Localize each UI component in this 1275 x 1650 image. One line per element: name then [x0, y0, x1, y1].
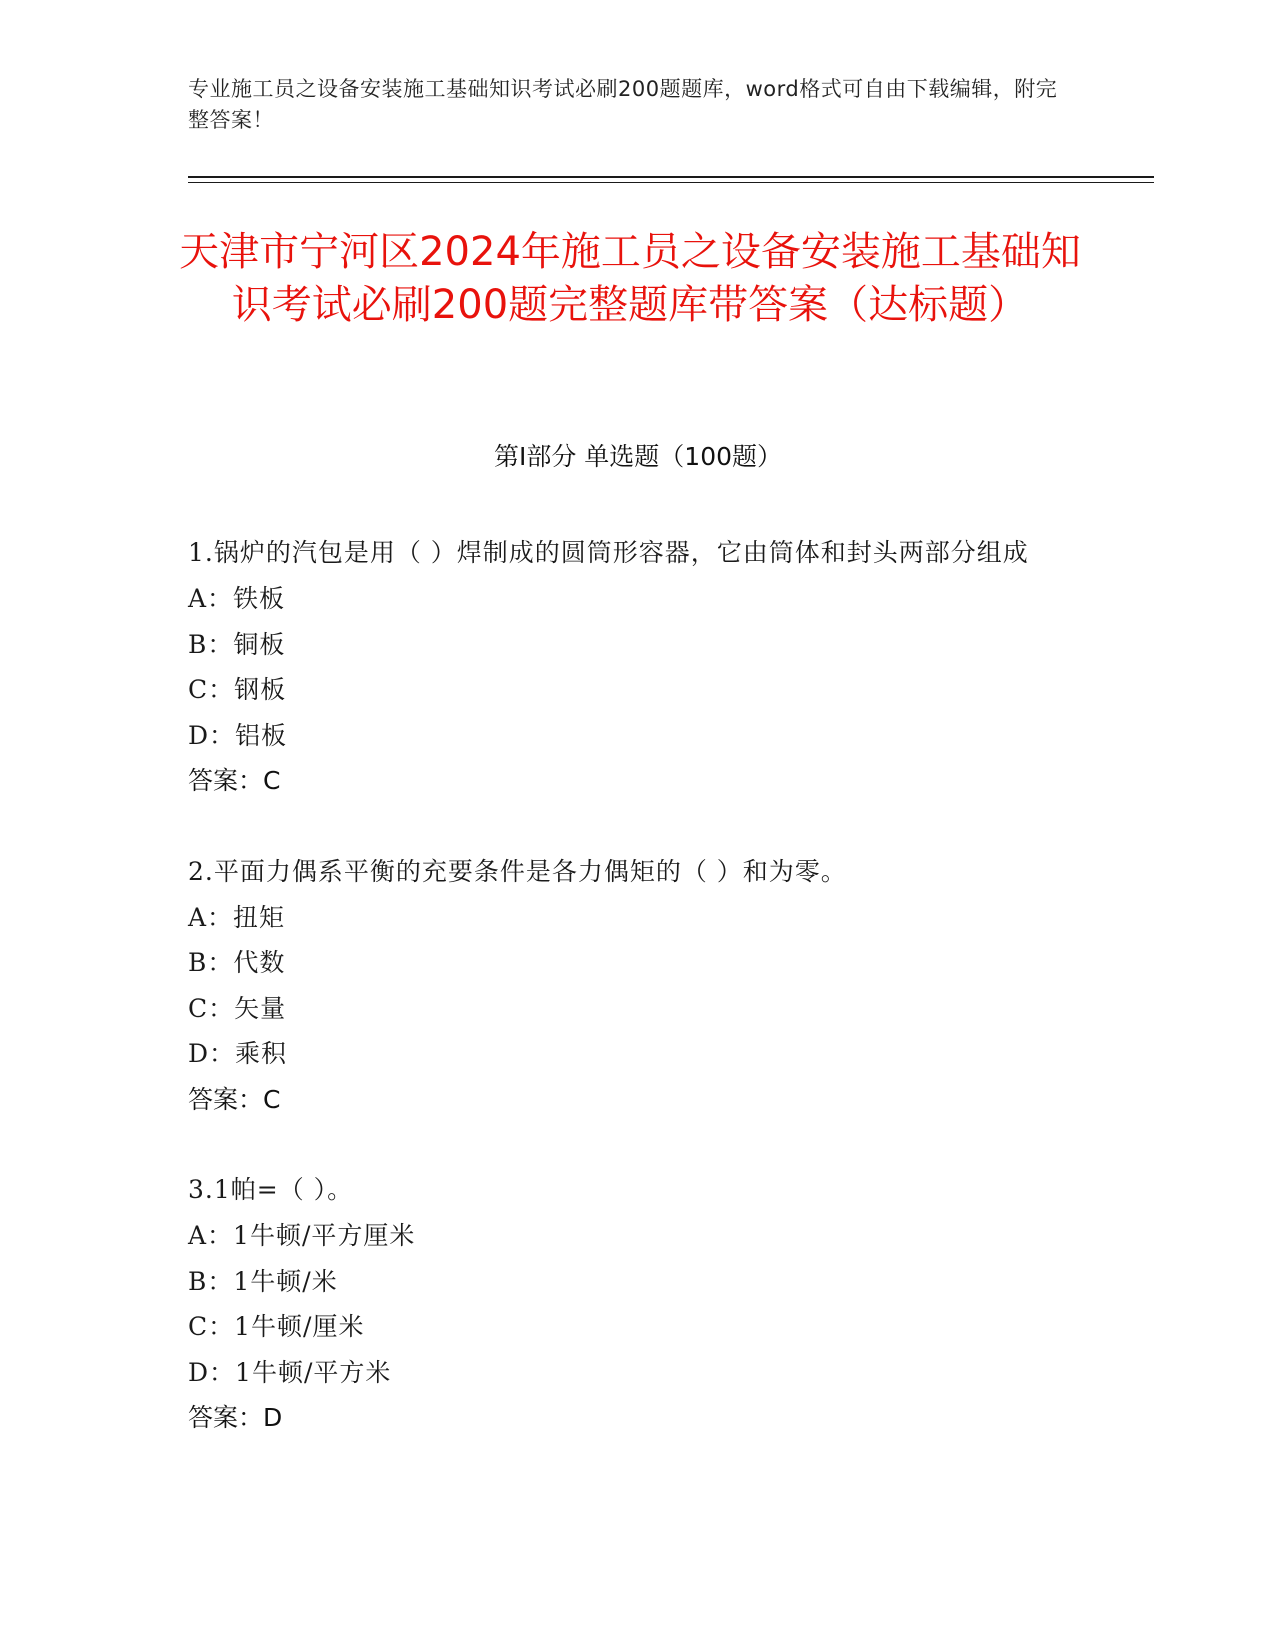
- option-b: B：1牛顿/米: [188, 1266, 338, 1296]
- header-note: 专业施工员之设备安装施工基础知识考试必刷200题题库，word格式可自由下载编辑，附完整答案！: [188, 77, 1058, 132]
- option-b: B：代数: [188, 948, 286, 977]
- question-list: [188, 530, 1088, 1486]
- option-d: D：乘积: [188, 1039, 288, 1068]
- question-3: [188, 1167, 1088, 1441]
- option-c: C：钢板: [188, 675, 287, 704]
- document-title: 天津市宁河区2024年施工员之设备安装施工基础知识考试必刷200题完整题库带答案（达标题）: [179, 229, 1081, 328]
- option-a: A：1牛顿/平方厘米: [188, 1221, 416, 1250]
- section-heading: 第Ⅰ部分 单选题（100题）: [493, 442, 783, 471]
- question-stem: 1.锅炉的汽包是用（ ）焊制成的圆筒形容器，它由筒体和封头两部分组成: [188, 538, 1029, 567]
- answer-line: 答案：D: [188, 1403, 283, 1432]
- option-d: D：1牛顿/平方米: [188, 1357, 392, 1387]
- option-a: A：铁板: [188, 584, 286, 613]
- question-stem: 3.1帕=（ ）。: [188, 1175, 354, 1204]
- option-b: B：铜板: [188, 629, 286, 659]
- question-stem: 2.平面力偶系平衡的充要条件是各力偶矩的（ ）和为零。: [188, 856, 847, 886]
- option-c: C：矢量: [188, 993, 287, 1023]
- question-1: [188, 530, 1088, 804]
- option-c: C：1牛顿/厘米: [188, 1312, 365, 1341]
- header-divider-thick: [188, 176, 1154, 178]
- answer-line: 答案：C: [188, 1084, 281, 1114]
- answer-line: 答案：C: [188, 766, 281, 795]
- question-2: [188, 849, 1088, 1123]
- header-divider-thin: [188, 182, 1154, 183]
- option-d: D：铝板: [188, 720, 288, 750]
- option-a: A：扭矩: [188, 902, 286, 932]
